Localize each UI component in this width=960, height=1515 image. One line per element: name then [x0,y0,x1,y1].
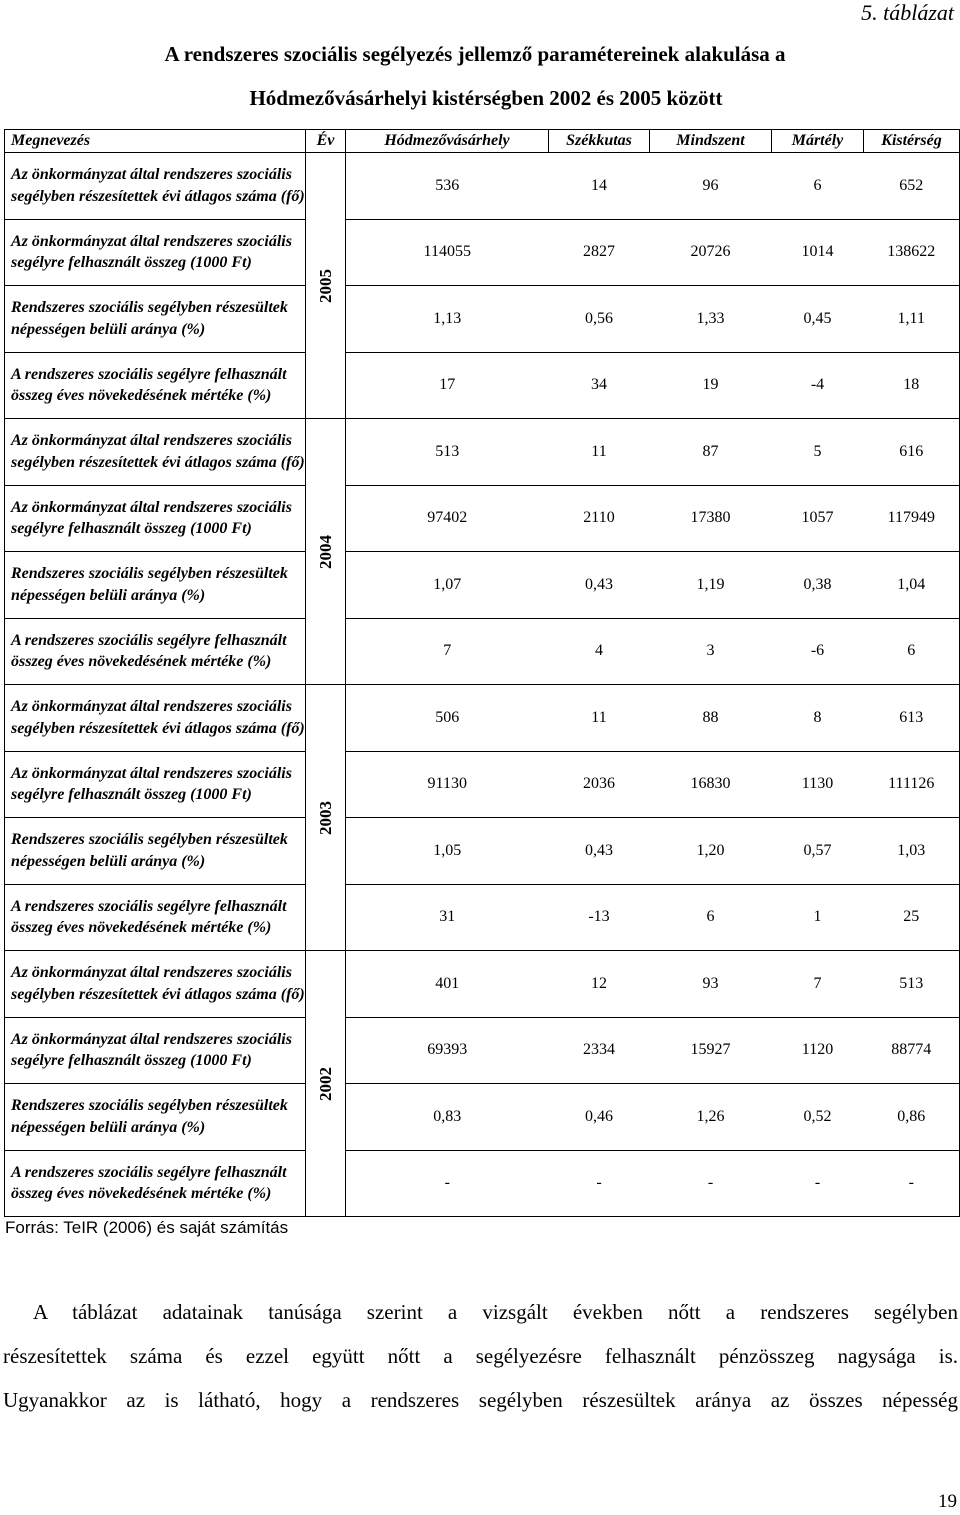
table-label: 5. táblázat [861,0,954,25]
table-title [0,42,960,67]
column-header: Mindszent [650,130,772,153]
page-number: 19 [938,1491,957,1512]
year-cell [306,685,346,951]
value-cell: 0,57 [772,818,864,885]
value-cell: 19 [650,352,772,419]
table-subtitle [0,86,960,111]
value-cell: 1,07 [346,552,549,619]
value-cell: 2827 [549,219,650,286]
table-row [5,153,960,220]
value-cell: 7 [346,618,549,685]
table-row [5,419,960,486]
row-label: A rendszeres szociális segélyre felhasznált összeg éves növekedésének mértéke (%) [5,1150,306,1217]
table-row [5,552,960,619]
value-cell: 17380 [650,485,772,552]
row-label: Rendszeres szociális segélyben részesültek népességen belüli aránya (%) [5,552,306,619]
value-cell: 18 [864,352,960,419]
value-cell: 506 [346,685,549,752]
value-cell: 1,26 [650,1084,772,1151]
table-row [5,951,960,1018]
value-cell: 0,38 [772,552,864,619]
value-cell: 536 [346,153,549,220]
year-label: 2005 [315,268,335,303]
value-cell: 96 [650,153,772,220]
table-row [5,751,960,818]
table-row [5,485,960,552]
value-cell: -13 [549,884,650,951]
row-label: Rendszeres szociális segélyben részesültek népességen belüli aránya (%) [5,1084,306,1151]
value-cell: 1,04 [864,552,960,619]
welfare-parameters-table [4,129,960,1217]
year-label: 2003 [315,800,335,835]
value-cell: 1,05 [346,818,549,885]
table-header-row [5,130,960,153]
value-cell: 88774 [864,1017,960,1084]
value-cell: 8 [772,685,864,752]
value-cell: 652 [864,153,960,220]
value-cell: - [772,1150,864,1217]
table-row [5,352,960,419]
value-cell: 401 [346,951,549,1018]
column-header: Kistérség [864,130,960,153]
table-title-line-1: A rendszeres szociális segélyezés jellemző paramétereinek alakulása a [164,42,786,66]
year-cell [306,951,346,1217]
row-label: Rendszeres szociális segélyben részesültek népességen belüli aránya (%) [5,818,306,885]
row-label: A rendszeres szociális segélyre felhasznált összeg éves növekedésének mértéke (%) [5,884,306,951]
value-cell: 0,83 [346,1084,549,1151]
value-cell: 3 [650,618,772,685]
value-cell: 1,03 [864,818,960,885]
value-cell: 0,56 [549,286,650,353]
source-note: Forrás: TeIR (2006) és saját számítás [5,1218,289,1237]
value-cell: 1,19 [650,552,772,619]
value-cell: 88 [650,685,772,752]
year-cell [306,153,346,419]
value-cell: 11 [549,419,650,486]
row-label: A rendszeres szociális segélyre felhasznált összeg éves növekedésének mértéke (%) [5,618,306,685]
column-header: Székkutas [549,130,650,153]
row-label: Az önkormányzat által rendszeres szociális segélyben részesítettek évi átlagos száma (fő) [5,419,306,486]
value-cell: 2110 [549,485,650,552]
table-row [5,1017,960,1084]
body-paragraph [3,1290,958,1422]
year-cell [306,419,346,685]
value-cell: 616 [864,419,960,486]
value-cell: 1014 [772,219,864,286]
value-cell: - [549,1150,650,1217]
table-row [5,818,960,885]
value-cell: 2036 [549,751,650,818]
value-cell: 1057 [772,485,864,552]
table-row [5,685,960,752]
value-cell: 0,45 [772,286,864,353]
value-cell: -6 [772,618,864,685]
column-header: Megnevezés [5,130,306,153]
table-row [5,286,960,353]
table-row [5,1084,960,1151]
value-cell: 91130 [346,751,549,818]
value-cell: 31 [346,884,549,951]
column-header: Mártély [772,130,864,153]
value-cell: 0,86 [864,1084,960,1151]
row-label: Az önkormányzat által rendszeres szociális segélyre felhasznált összeg (1000 Ft) [5,485,306,552]
value-cell: 1,11 [864,286,960,353]
value-cell: 1130 [772,751,864,818]
value-cell: 7 [772,951,864,1018]
value-cell: 93 [650,951,772,1018]
value-cell: 5 [772,419,864,486]
value-cell: 16830 [650,751,772,818]
value-cell: 6 [772,153,864,220]
value-cell: 117949 [864,485,960,552]
value-cell: 1,33 [650,286,772,353]
value-cell: 11 [549,685,650,752]
value-cell: - [650,1150,772,1217]
value-cell: 513 [864,951,960,1018]
value-cell: 0,52 [772,1084,864,1151]
value-cell: 0,46 [549,1084,650,1151]
row-label: Az önkormányzat által rendszeres szociális segélyben részesítettek évi átlagos száma (fő) [5,951,306,1018]
value-cell: 513 [346,419,549,486]
value-cell: 111126 [864,751,960,818]
value-cell: 613 [864,685,960,752]
year-label: 2002 [315,1066,335,1101]
column-header: Év [306,130,346,153]
value-cell: 6 [864,618,960,685]
row-label: A rendszeres szociális segélyre felhasznált összeg éves növekedésének mértéke (%) [5,352,306,419]
value-cell: 69393 [346,1017,549,1084]
value-cell: 0,43 [549,818,650,885]
value-cell: -4 [772,352,864,419]
value-cell: 20726 [650,219,772,286]
table-row [5,618,960,685]
row-label: Az önkormányzat által rendszeres szociális segélyben részesítettek évi átlagos száma (fő) [5,685,306,752]
value-cell: 6 [650,884,772,951]
row-label: Rendszeres szociális segélyben részesültek népességen belüli aránya (%) [5,286,306,353]
value-cell: 114055 [346,219,549,286]
value-cell: 14 [549,153,650,220]
table-row [5,219,960,286]
value-cell: - [864,1150,960,1217]
column-header: Hódmezővásárhely [346,130,549,153]
table-row [5,1150,960,1217]
value-cell: 0,43 [549,552,650,619]
row-label: Az önkormányzat által rendszeres szociális segélyre felhasznált összeg (1000 Ft) [5,751,306,818]
row-label: Az önkormányzat által rendszeres szociális segélyre felhasznált összeg (1000 Ft) [5,1017,306,1084]
value-cell: 12 [549,951,650,1018]
value-cell: 97402 [346,485,549,552]
paragraph-line: A táblázat adatainak tanúsága szerint a vizsgált években nőtt a rendszeres segélyben [33,1300,958,1324]
paragraph-line: Ugyanakkor az is látható, hogy a rendszeres segélyben részesültek aránya az összes népesség [3,1388,958,1412]
value-cell: 87 [650,419,772,486]
value-cell: 2334 [549,1017,650,1084]
value-cell: 25 [864,884,960,951]
value-cell: 1,13 [346,286,549,353]
value-cell: 34 [549,352,650,419]
value-cell: 138622 [864,219,960,286]
value-cell: 15927 [650,1017,772,1084]
row-label: Az önkormányzat által rendszeres szociális segélyben részesítettek évi átlagos száma (fő) [5,153,306,220]
value-cell: 1 [772,884,864,951]
paragraph-line: részesítettek száma és ezzel együtt nőtt a segélyezésre felhasznált pénzösszeg nagysága is. [3,1344,958,1368]
row-label: Az önkormányzat által rendszeres szociális segélyre felhasznált összeg (1000 Ft) [5,219,306,286]
value-cell: - [346,1150,549,1217]
table-title-line-2: Hódmezővásárhelyi kistérségben 2002 és 2005 között [249,86,723,110]
value-cell: 1,20 [650,818,772,885]
value-cell: 1120 [772,1017,864,1084]
table-row [5,884,960,951]
value-cell: 17 [346,352,549,419]
year-label: 2004 [315,534,335,569]
value-cell: 4 [549,618,650,685]
